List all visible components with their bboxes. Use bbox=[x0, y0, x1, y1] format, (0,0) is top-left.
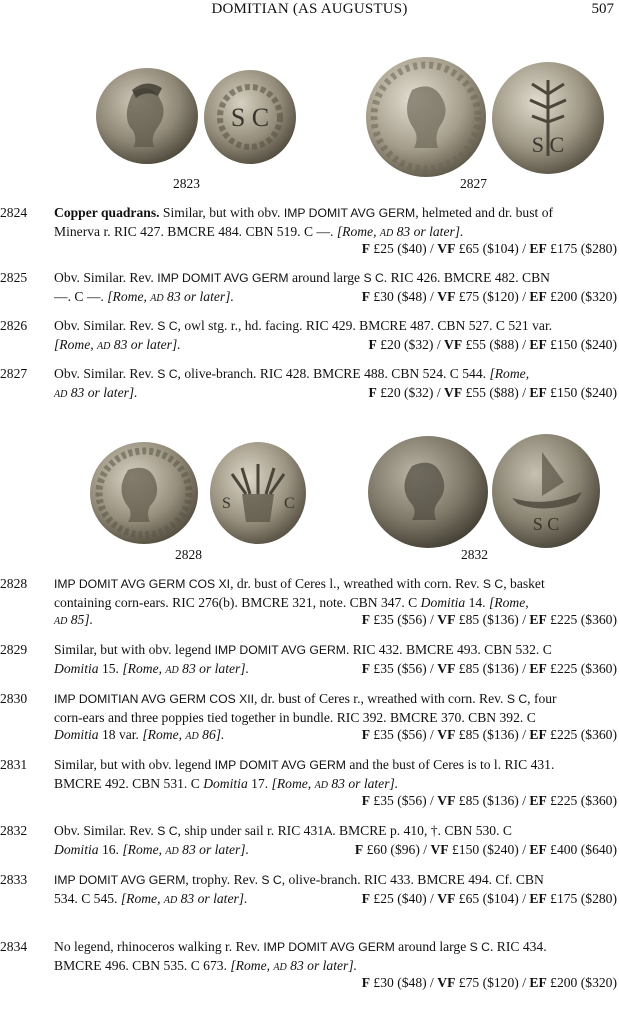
entry-number: 2824 bbox=[0, 205, 28, 220]
price-line: F £30 ($48) / VF £75 ($120) / EF £200 ($320) bbox=[361, 975, 617, 990]
catalogue-entry: 2824 Copper quadrans. Similar, but with obv. IMP DOMIT AVG GERM, helmeted and dr. bust of Minerva r. RIC 427. BMCRE 484. CBN 519. C —. [Rome, ad 83 or later]. F £25 ($40) / VF £65 ($104) / EF £175 ($280) bbox=[0, 205, 617, 256]
entry-number: 2834 bbox=[0, 939, 28, 954]
coin-2823-reverse bbox=[202, 68, 298, 166]
coin-legend: IMP DOMIT AVG GERM bbox=[214, 643, 346, 657]
mint-date: [Rome, ad 83 or later]. bbox=[122, 660, 249, 676]
coin-2823-obverse bbox=[94, 66, 200, 166]
coin-legend: S C bbox=[157, 824, 178, 838]
coin-legend: IMP DOMITIAN AVG GERM COS XII bbox=[54, 692, 254, 706]
price-line: F £60 ($96) / VF £150 ($240) / EF £400 ($640) bbox=[354, 841, 617, 857]
entry-number: 2832 bbox=[0, 823, 28, 838]
svg-text:S: S bbox=[222, 495, 231, 512]
entry-number: 2831 bbox=[0, 757, 28, 772]
entry-number: 2829 bbox=[0, 642, 28, 657]
plate-caption: 2828 bbox=[175, 547, 202, 562]
price-line: F £35 ($56) / VF £85 ($136) / EF £225 ($360) bbox=[361, 727, 617, 742]
coin-2832-obverse bbox=[366, 434, 490, 550]
coin-2828-obverse bbox=[88, 440, 200, 546]
catalogue-entry: 2828 IMP DOMIT AVG GERM COS XI, dr. bust of Ceres l., wreathed with corn. Rev. S C, basket containing corn-ears. RIC 276(b). BMCRE 321, note. CBN 347. C Domitia 14. [Rome, ad 85]. F £35 ($56) / VF £85 ($136) / EF £225 ($360) bbox=[0, 576, 617, 627]
coin-legend: IMP DOMIT AVG GERM bbox=[157, 271, 289, 285]
coin-legend: IMP DOMIT AVG GERM bbox=[54, 873, 186, 887]
coin-plate-2 bbox=[0, 410, 619, 570]
coin-legend: S C bbox=[157, 367, 178, 381]
price-line: F £35 ($56) / VF £85 ($136) / EF £225 ($360) bbox=[361, 612, 617, 627]
svg-text:S C: S C bbox=[531, 132, 565, 157]
mint-date: [Rome, ad 83 or later]. bbox=[271, 775, 399, 791]
page-number: 507 bbox=[591, 1, 614, 17]
coin-plate-1 bbox=[0, 0, 619, 200]
price-line: F £25 ($40) / VF £65 ($104) / EF £175 ($280) bbox=[361, 241, 617, 256]
svg-text:S C: S C bbox=[532, 514, 560, 534]
mint-date: [Rome, bbox=[489, 366, 530, 381]
coin-legend: S C bbox=[157, 319, 178, 333]
svg-text:C: C bbox=[284, 495, 295, 512]
mint-date: [Rome, ad 83 or later]. bbox=[107, 288, 234, 304]
plate-caption: 2827 bbox=[460, 176, 487, 191]
price-line: F £20 ($32) / VF £55 ($88) / EF £150 ($240) bbox=[368, 384, 617, 400]
entry-number: 2826 bbox=[0, 318, 28, 333]
coin-legend: S C bbox=[363, 271, 384, 285]
coin-legend: IMP DOMIT AVG GERM bbox=[263, 940, 395, 954]
catalogue-entry: 2831 Similar, but with obv. legend IMP DOMIT AVG GERM and the bust of Ceres is to l. RIC 431. BMCRE 492. CBN 531. C Domitia 17. [Rome, ad 83 or later]. F £35 ($56) / VF £85 ($136) / EF £225 ($360) bbox=[0, 757, 617, 808]
mint-date: [Rome, ad 83 or later]. bbox=[336, 223, 464, 239]
mint-date: [Rome, ad 83 or later]. bbox=[54, 336, 181, 352]
plate-caption: 2832 bbox=[461, 547, 488, 562]
price-line: F £35 ($56) / VF £85 ($136) / EF £225 ($360) bbox=[361, 793, 617, 808]
coin-2832-reverse bbox=[490, 432, 602, 550]
mint-date: [Rome, bbox=[488, 594, 529, 610]
mint-date: [Rome, ad 83 or later]. bbox=[120, 890, 248, 906]
coin-2827-obverse bbox=[364, 56, 488, 178]
entry-number: 2830 bbox=[0, 691, 28, 706]
price-line: F £35 ($56) / VF £85 ($136) / EF £225 ($360) bbox=[361, 660, 617, 676]
coin-legend: S C bbox=[261, 873, 282, 887]
entry-number: 2827 bbox=[0, 366, 28, 381]
coin-legend: IMP DOMIT AVG GERM COS XI bbox=[54, 577, 231, 591]
running-title: DOMITIAN (AS AUGUSTUS) bbox=[211, 1, 408, 17]
coin-legend: S C bbox=[482, 577, 504, 591]
coin-legend: S C bbox=[506, 692, 528, 706]
coin-legend: S C bbox=[469, 940, 490, 954]
mint-date: [Rome, ad 83 or later]. bbox=[122, 841, 249, 857]
denomination: Copper quadrans. bbox=[54, 205, 160, 220]
entry-number: 2828 bbox=[0, 576, 28, 591]
plate-caption: 2823 bbox=[173, 176, 200, 191]
catalogue-entry: 2834 No legend, rhinoceros walking r. Rev. IMP DOMIT AVG GERM around large S C. RIC 434. BMCRE 496. CBN 535. C 673. [Rome, ad 83 or later]. F £30 ($48) / VF £75 ($120) / EF £200 ($320) bbox=[0, 939, 617, 990]
coin-legend: IMP DOMIT AVG GERM bbox=[283, 206, 416, 220]
catalogue-entry: 2826 Obv. Similar. Rev. S C, owl stg. r., hd. facing. RIC 429. BMCRE 487. CBN 527. C 521 var. [Rome, ad 83 or later]. F £20 ($32) / VF £55 ($88) / EF £150 ($240) bbox=[0, 318, 617, 352]
mint-date: [Rome, ad 83 or later]. bbox=[230, 957, 358, 973]
price-line: F £30 ($48) / VF £75 ($120) / EF £200 ($320) bbox=[361, 288, 617, 304]
catalogue-entry: 2833 IMP DOMIT AVG GERM, trophy. Rev. S C, olive-branch. RIC 433. BMCRE 494. Cf. CBN 534. C 545. [Rome, ad 83 or later]. F £25 ($40) / VF £65 ($104) / EF £175 ($280) bbox=[0, 872, 617, 906]
entry-number: 2825 bbox=[0, 270, 28, 285]
svg-text:S C: S C bbox=[230, 103, 270, 132]
price-line: F £25 ($40) / VF £65 ($104) / EF £175 ($280) bbox=[361, 890, 617, 906]
mint-date: [Rome, ad 86]. bbox=[142, 727, 225, 742]
coin-legend: IMP DOMIT AVG GERM bbox=[214, 758, 346, 772]
catalogue-entry: 2825 Obv. Similar. Rev. IMP DOMIT AVG GERM around large S C. RIC 426. BMCRE 482. CBN —. C —. [Rome, ad 83 or later]. F £30 ($48) / VF £75 ($120) / EF £200 ($320) bbox=[0, 270, 617, 304]
catalogue-entry: 2829 Similar, but with obv. legend IMP DOMIT AVG GERM. RIC 432. BMCRE 493. CBN 532. C Domitia 15. [Rome, ad 83 or later]. F £35 ($56) / VF £85 ($136) / EF £225 ($360) bbox=[0, 642, 617, 676]
catalogue-entry: 2827 Obv. Similar. Rev. S C, olive-branch. RIC 428. BMCRE 488. CBN 524. C 544. [Rome, ad 83 or later]. F £20 ($32) / VF £55 ($88) / EF £150 ($240) bbox=[0, 366, 617, 400]
coin-2827-reverse bbox=[490, 60, 606, 176]
catalogue-entry: 2830 IMP DOMITIAN AVG GERM COS XII, dr. bust of Ceres r., wreathed with corn. Rev. S C, four corn-ears and three poppies tied together in bundle. RIC 392. BMCRE 370. CBN 392. C Domitia 18 var. [Rome, ad 86]. F £35 ($56) / VF £85 ($136) / EF £225 ($360) bbox=[0, 691, 617, 742]
catalogue-entry: 2832 Obv. Similar. Rev. S C, ship under sail r. RIC 431A. BMCRE p. 410, †. CBN 530. C Domitia 16. [Rome, ad 83 or later]. F £60 ($96) / VF £150 ($240) / EF £400 ($640) bbox=[0, 823, 617, 857]
coin-2828-reverse bbox=[208, 440, 308, 546]
mint-date: ad 85]. bbox=[54, 612, 94, 627]
price-line: F £20 ($32) / VF £55 ($88) / EF £150 ($240) bbox=[368, 336, 617, 352]
entry-number: 2833 bbox=[0, 872, 28, 887]
mint-date: ad 83 or later]. bbox=[54, 384, 138, 400]
